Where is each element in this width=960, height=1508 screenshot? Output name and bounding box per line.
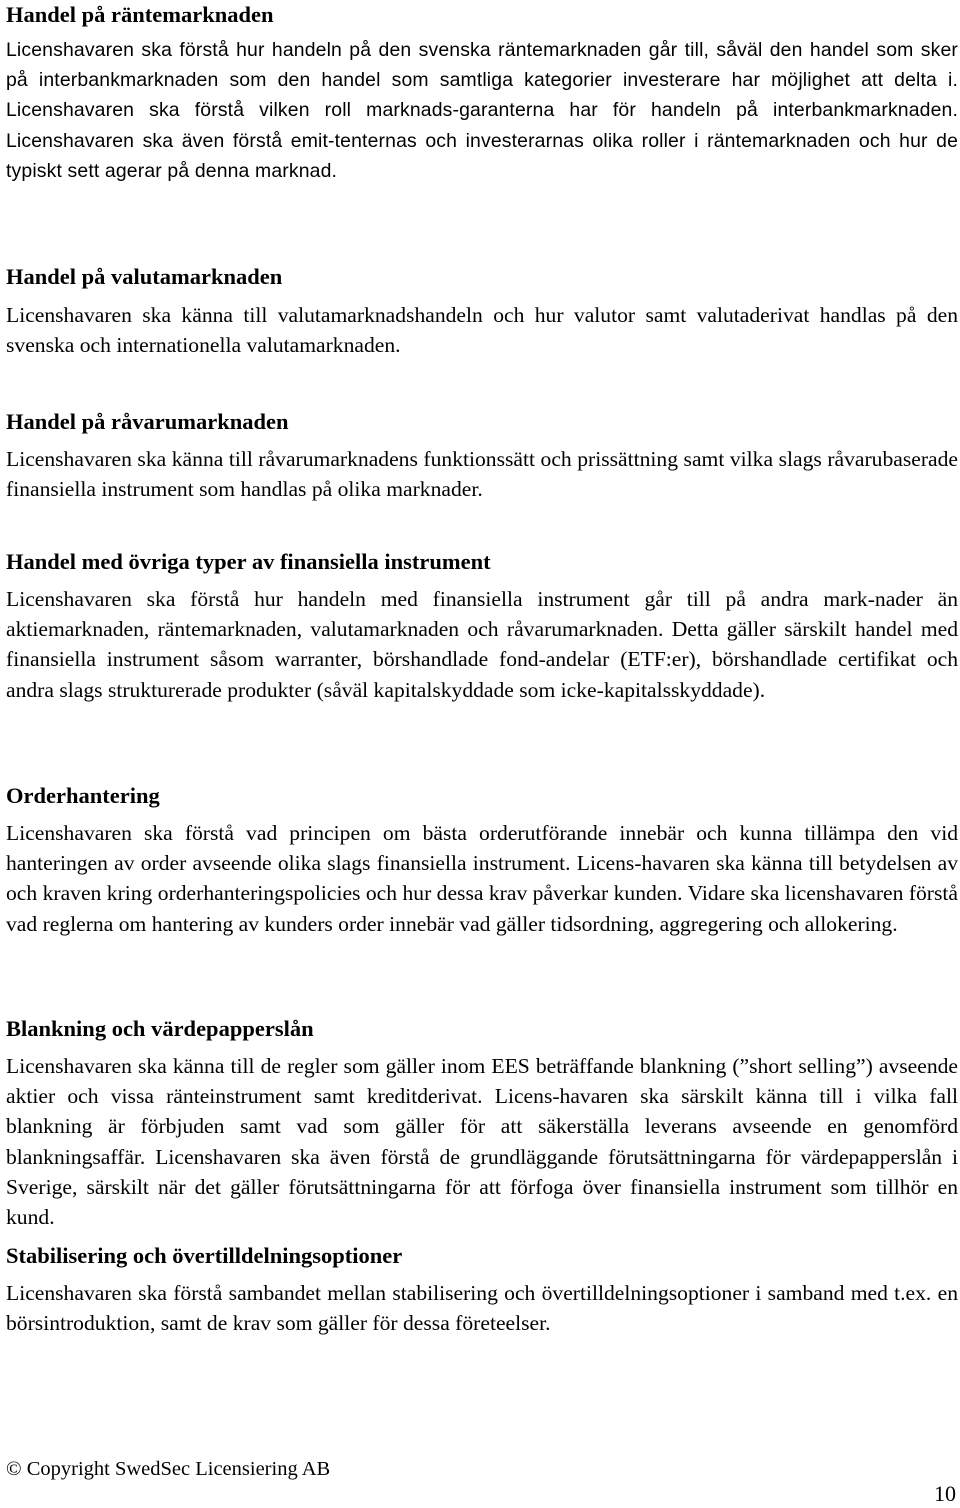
section-body: Licenshavaren ska förstå sambandet mellan stabilisering och övertilldelningsoptioner i samband med t.ex. en börsintroduktion, samt de krav som gäller för dessa företeelser. (6, 1281, 958, 1336)
section-body: Licenshavaren ska förstå hur handeln på den svenska räntemarknaden går till, såväl den handel som sker på interbankmarknaden som den handel som samtliga kategorier investerare har möjlighet att delta i. Licenshavaren ska förstå vilken roll marknads-garanterna har för handeln på interbankmarknaden. Licenshavaren ska även förstå emit-tenternas och investerarnas olika roller i räntemarknaden och hur de typiskt sett agerar på denna marknad. (6, 39, 958, 182)
section-body: Licenshavaren ska förstå hur handeln med finansiella instrument går till på andra mark-nader än aktiemarknaden, räntemarknaden, valutamarknaden och råvarumarknaden. Detta gäller särskilt handel med finansiella instrument såsom warranter, börshandlade fond-andelar (ETF:er), börshandlade certifikat och andra slags strukturerade produkter (såväl kapitalskyddade som icke-kapitalsskyddade). (6, 587, 958, 702)
section-heading: Orderhantering (6, 783, 160, 808)
section-body: Licenshavaren ska förstå vad principen om bästa orderutförande innebär och kunna tillämpa den vid hanteringen av order avseende olika slags finansiella instrument. Licens-havaren ska känna till betydelsen av och kraven kring orderhanteringspolicies och hur dessa krav påverkar kunden. Vidare ska licenshavaren förstå vad reglerna om hantering av kunders order innebär vad gäller tidsordning, aggregering och allokering. (6, 821, 958, 936)
section-ravarumarknaden (6, 407, 958, 504)
section-body: Licenshavaren ska känna till valutamarknadshandeln och hur valutor samt valutaderivat handlas på den svenska och internationella valutamarknaden. (6, 303, 958, 358)
page-number: 10 (934, 1481, 956, 1506)
section-heading: Stabilisering och övertilldelningsoptioner (6, 1243, 403, 1268)
section-ovriga-instrument (6, 547, 958, 705)
section-valutamarknaden (6, 262, 958, 360)
section-blankning (6, 1014, 958, 1232)
section-stabilisering (6, 1241, 958, 1338)
section-heading: Blankning och värdepapperslån (6, 1016, 314, 1041)
section-orderhantering (6, 781, 958, 939)
section-heading: Handel med övriga typer av finansiella instrument (6, 549, 491, 574)
footer-copyright: © Copyright SwedSec Licensiering AB (6, 1458, 331, 1480)
section-body: Licenshavaren ska känna till råvarumarknadens funktionssätt och prissättning samt vilka slags råvarubaserade finansiella instrument som handlas på olika marknader. (6, 447, 958, 502)
section-heading: Handel på valutamarknaden (6, 264, 283, 289)
section-heading: Handel på räntemarknaden (6, 2, 274, 27)
section-heading: Handel på råvarumarknaden (6, 409, 289, 434)
section-body: Licenshavaren ska känna till de regler som gäller inom EES beträffande blankning (”short selling”) avseende aktier och vissa ränteinstrument samt kreditderivat. Licens-havaren ska särskilt känna till i vilka fall blankning är förbjuden samt vad som gäller för att säkerställa leverans avseende en genomförd blankningsaffär. Licenshavaren ska även förstå de grundläggande förutsättningarna för värdepapperslån i Sverige, särskilt när det gäller förutsättningarna för att förfoga över finansiella instrument som tillhör en kund. (6, 1054, 958, 1230)
section-rantemarknaden (6, 0, 958, 186)
